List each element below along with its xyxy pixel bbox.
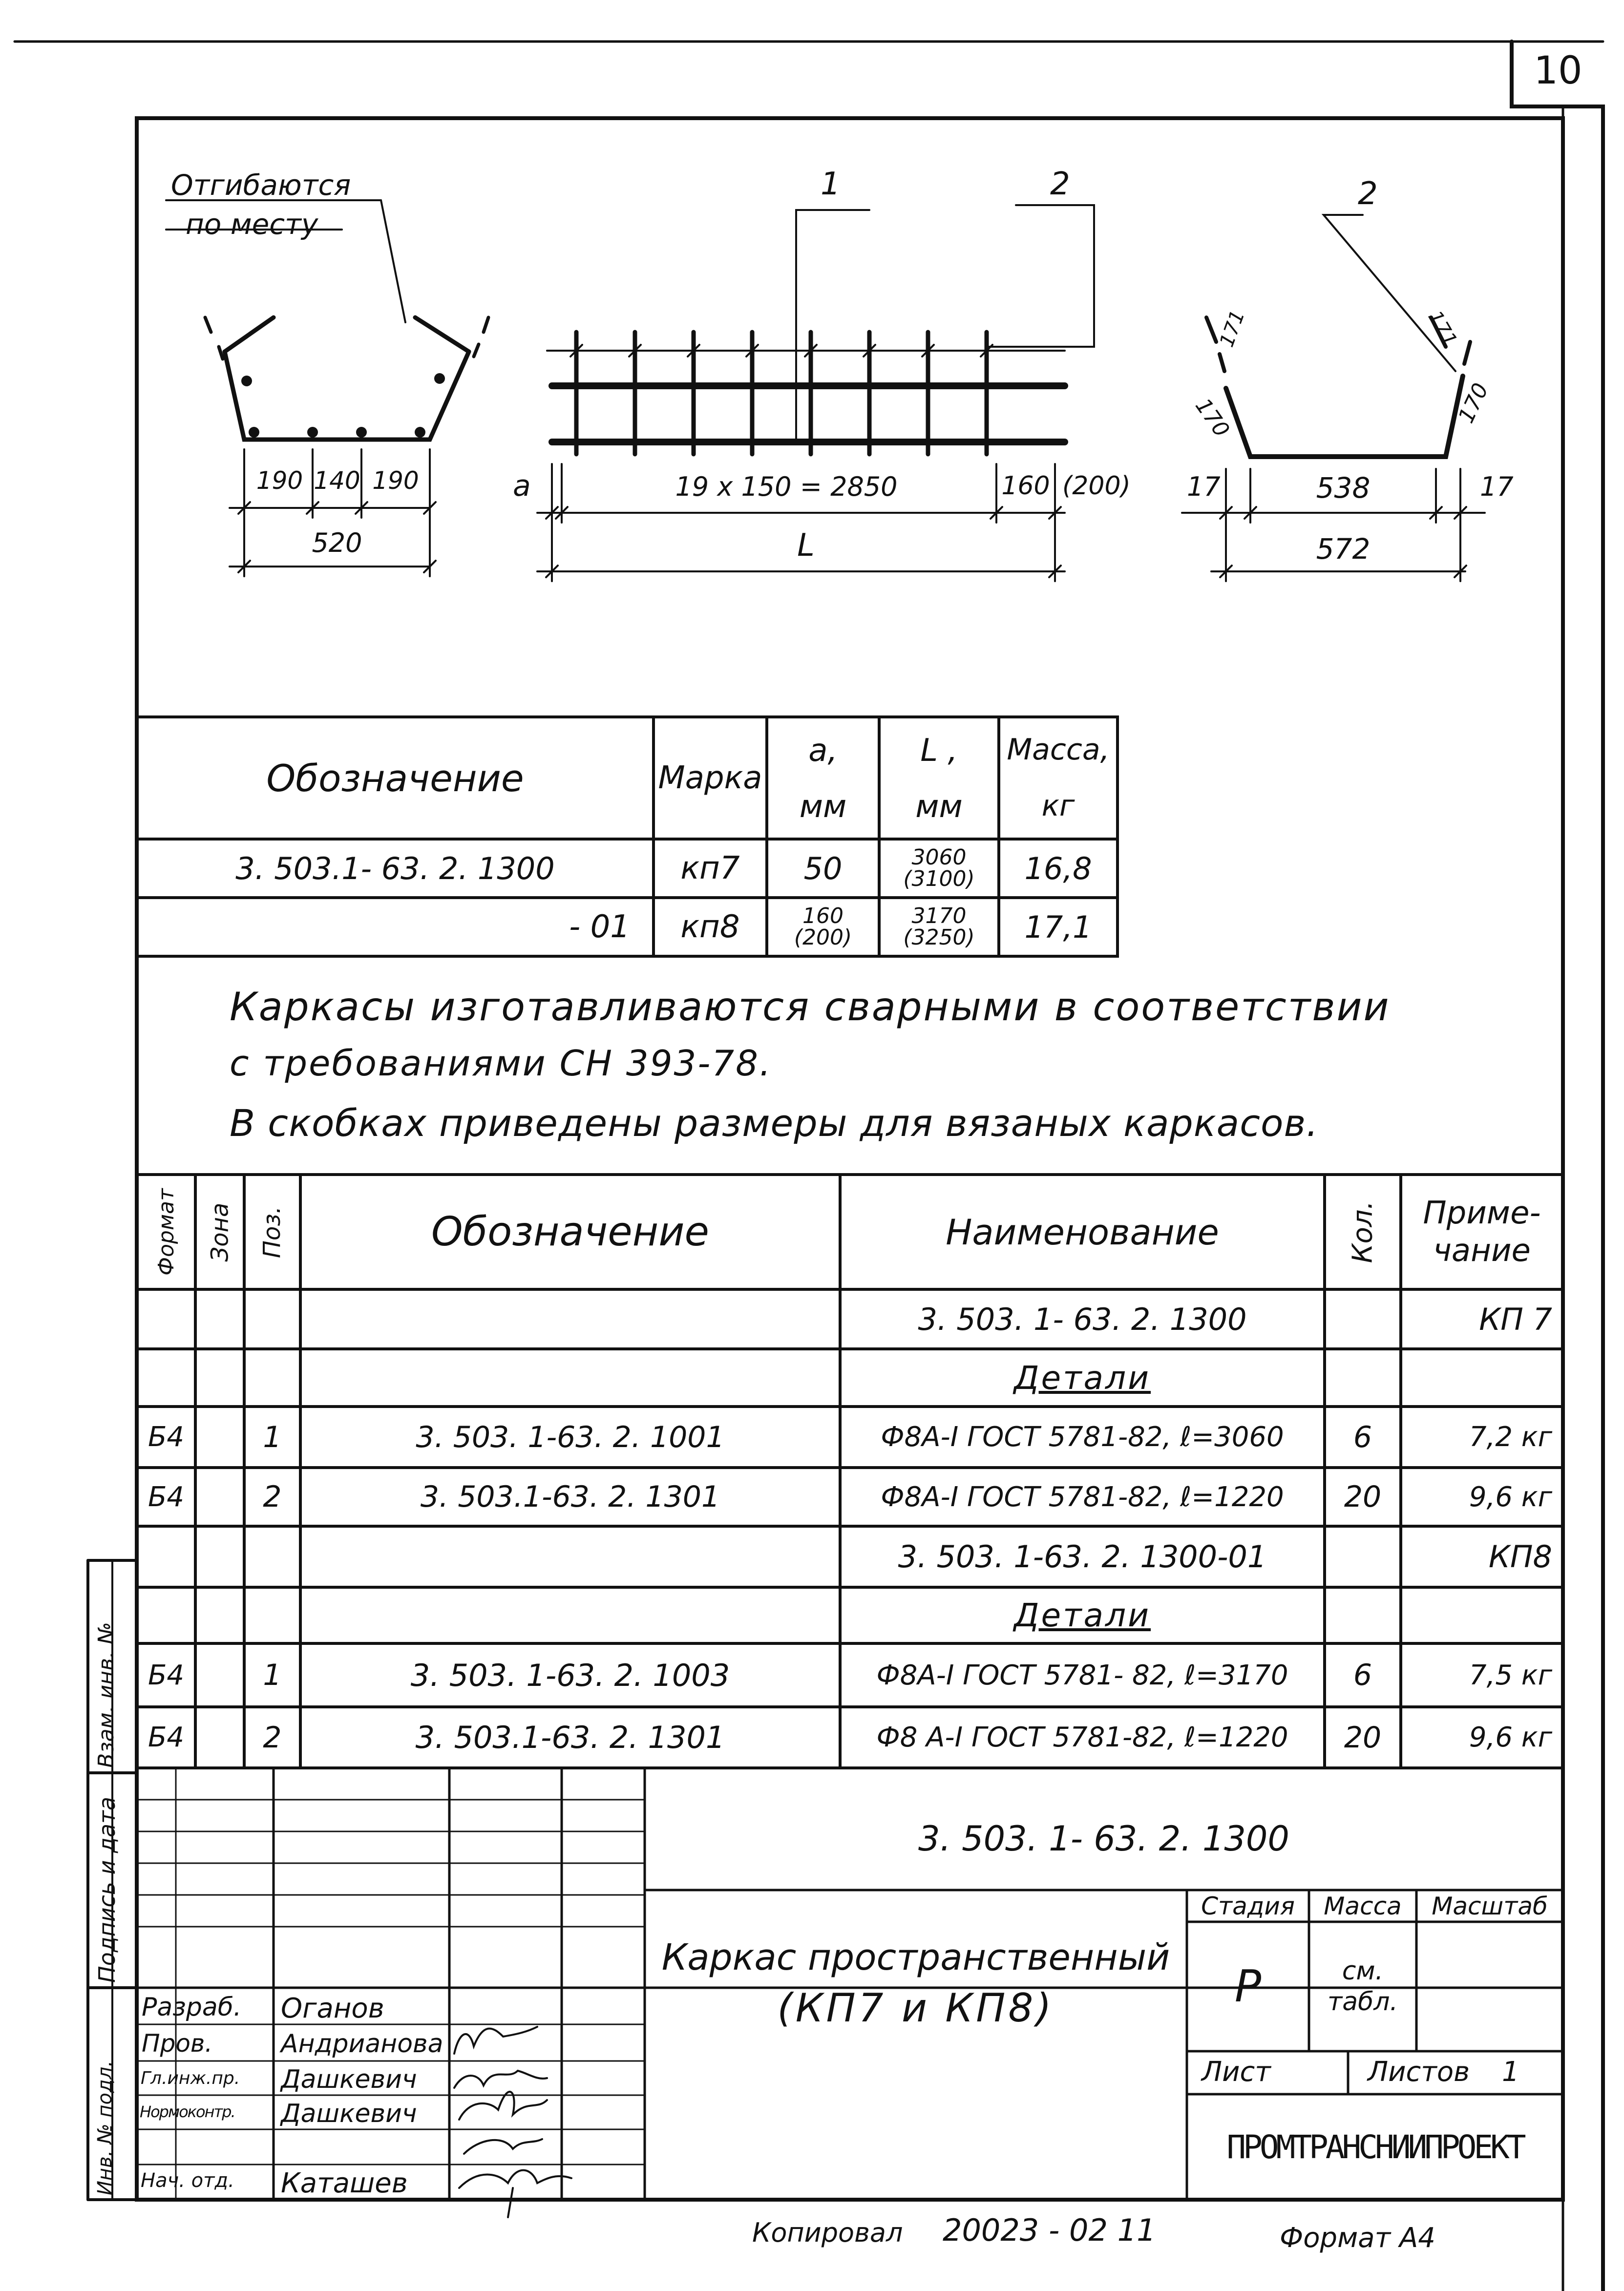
spec-row2-qty: 6 xyxy=(1353,1420,1372,1454)
stage-label: Стадия xyxy=(1201,1892,1295,1920)
spec-header-name: Наименование xyxy=(946,1211,1219,1253)
spec-header-qty: Кол. xyxy=(1347,1200,1379,1263)
spec-header-note: Приме- чание xyxy=(1423,1195,1541,1269)
mark-col-L-unit: мм xyxy=(915,789,963,825)
dim-a-label: a xyxy=(513,469,531,503)
note-line-1: Каркасы изготавливаются сварными в соответствии xyxy=(230,984,1391,1030)
spec-row0-name: 3. 503. 1- 63. 2. 1300 xyxy=(918,1301,1247,1337)
right-ubar-view xyxy=(1182,215,1485,581)
dim-520: 520 xyxy=(312,527,362,558)
dim-171-right: 171 xyxy=(1423,307,1462,351)
mass-label: Масса xyxy=(1324,1892,1402,1920)
spec-row2-note: 7,2 кг xyxy=(1469,1421,1552,1453)
spec-row7-designation: 3. 503.1-63. 2. 1301 xyxy=(415,1720,725,1755)
doc-code: 3. 503. 1- 63. 2. 1300 xyxy=(918,1819,1289,1859)
note-bent-line1: Отгибаются xyxy=(171,168,351,202)
leader-label-1: 1 xyxy=(821,166,841,202)
spec-row6-note: 7,5 кг xyxy=(1469,1659,1552,1691)
dim-190-right: 190 xyxy=(372,466,419,495)
staff-name-2: Андрианова xyxy=(281,2029,443,2059)
dim-572: 572 xyxy=(1316,532,1371,566)
dim-200: (200) xyxy=(1062,471,1131,501)
dim-170-left: 170 xyxy=(1190,394,1234,442)
mark-row2-a-alt: (200) xyxy=(794,925,852,950)
note-line-3: В скобках приведены размеры для вязаных каркасов. xyxy=(230,1101,1319,1145)
mark-col-L-header: L , xyxy=(920,733,958,769)
left-section-bar-dots xyxy=(241,373,445,438)
spec-row7-note: 9,6 кг xyxy=(1469,1722,1552,1753)
footer-format: Формат А4 xyxy=(1280,2222,1435,2254)
mass-value: см. табл. xyxy=(1328,1956,1398,2017)
staff-role-3: Гл.инж.пр. xyxy=(141,2068,240,2088)
spec-header-designation: Обозначение xyxy=(431,1209,709,1255)
note-line-2: с требованиями СН 393-78. xyxy=(230,1043,772,1084)
spec-row3-note: 9,6 кг xyxy=(1469,1481,1552,1513)
mark-row1-L-alt: (3100) xyxy=(903,866,975,891)
mark-row2-a-main: 160 xyxy=(802,904,844,928)
staff-role-4: Нормоконтр. xyxy=(140,2102,235,2121)
spec-header-zone: Зона xyxy=(206,1202,233,1261)
mark-row1-designation: 3. 503.1- 63. 2. 1300 xyxy=(235,850,555,886)
dim-190-left: 190 xyxy=(256,466,303,495)
spec-row7-qty: 20 xyxy=(1344,1720,1382,1755)
dim-170-right: 170 xyxy=(1454,379,1494,427)
staff-name-5: Каташев xyxy=(281,2167,408,2199)
mark-row2-mark: кп8 xyxy=(680,909,740,945)
mark-col-mass-header: Масса, xyxy=(1007,733,1110,767)
spec-row6-designation: 3. 503. 1-63. 2. 1003 xyxy=(410,1657,730,1693)
spec-header-format: Формат xyxy=(153,1188,179,1276)
mark-row2-L xyxy=(879,898,999,956)
stage-value: Р xyxy=(1234,1961,1262,2012)
spec-row7-pos: 2 xyxy=(263,1720,282,1755)
spec-row7-name: Ф8 А-I ГОСТ 5781-82, ℓ=1220 xyxy=(876,1722,1288,1753)
footer-copied-label: Копировал xyxy=(752,2217,903,2248)
mark-row1-L-main: 3060 xyxy=(911,845,967,870)
mark-col-designation-header: Обозначение xyxy=(266,756,524,800)
dim-140: 140 xyxy=(314,466,360,495)
spec-row7-format: Б4 xyxy=(148,1722,185,1753)
mark-row2-mass: 17,1 xyxy=(1024,909,1092,945)
spec-row3-format: Б4 xyxy=(148,1481,185,1513)
spec-row2-format: Б4 xyxy=(148,1421,185,1453)
staff-role-5: Нач. отд. xyxy=(141,2169,234,2192)
mark-row2-L-main: 3170 xyxy=(911,904,967,928)
sheet-number: 10 xyxy=(1534,49,1582,93)
spec-row4-name: 3. 503. 1-63. 2. 1300-01 xyxy=(898,1539,1267,1575)
spec-header-pos: Поз. xyxy=(258,1206,286,1258)
dim-pitch: 19 x 150 = 2850 xyxy=(675,471,898,502)
margin-signature-date: Подпись и дата xyxy=(94,1796,120,1983)
spec-row6-format: Б4 xyxy=(148,1659,185,1691)
main-frame xyxy=(137,118,1563,2200)
spec-row0-note: КП 7 xyxy=(1479,1301,1552,1337)
title-line-1: Каркас пространственный xyxy=(661,1936,1170,1978)
staff-role-2: Пров. xyxy=(142,2029,213,2058)
organization-name: ПРОМТРАНСНИИПРОЕКТ xyxy=(1226,2128,1523,2166)
mark-col-a-header: a, xyxy=(808,733,838,769)
spec-row3-pos: 2 xyxy=(263,1480,282,1514)
scale-label: Масштаб xyxy=(1432,1892,1548,1920)
mark-row1-mass: 16,8 xyxy=(1024,850,1092,886)
spec-row5-section-title: Детали xyxy=(1013,1597,1151,1634)
mark-col-mass-unit: кг xyxy=(1041,789,1075,823)
mark-col-a-unit: мм xyxy=(799,789,847,825)
spec-row6-qty: 6 xyxy=(1353,1658,1372,1692)
note-bent-line2: по месту xyxy=(186,208,318,241)
staff-name-3: Дашкевич xyxy=(281,2065,417,2094)
signatures xyxy=(454,2027,571,2217)
staff-name-4: Дашкевич xyxy=(281,2099,417,2128)
spec-row2-designation: 3. 503. 1-63. 2. 1001 xyxy=(416,1420,725,1454)
mark-row1-L xyxy=(879,839,999,898)
spec-row2-pos: 1 xyxy=(263,1420,282,1454)
spec-row3-designation: 3. 503.1-63. 2. 1301 xyxy=(420,1480,720,1514)
mark-row1-mark: кп7 xyxy=(680,850,740,886)
margin-inv-podl: Инв. № подл. xyxy=(94,2060,116,2195)
spec-row4-note: КП8 xyxy=(1488,1539,1552,1575)
spec-row3-qty: 20 xyxy=(1344,1480,1382,1514)
spec-row3-name: Ф8А-I ГОСТ 5781-82, ℓ=1220 xyxy=(881,1481,1284,1513)
sheet-label: Лист xyxy=(1202,2056,1271,2088)
mark-row2-designation: - 01 xyxy=(569,909,630,945)
spec-row2-name: Ф8А-I ГОСТ 5781-82, ℓ=3060 xyxy=(881,1421,1284,1453)
spec-row1-section-title: Детали xyxy=(1013,1359,1151,1397)
dim-538: 538 xyxy=(1316,471,1371,504)
dim-160: 160 xyxy=(1001,471,1050,501)
spec-row6-name: Ф8А-I ГОСТ 5781- 82, ℓ=3170 xyxy=(876,1659,1288,1691)
dim-L-label: L xyxy=(797,527,815,564)
sheets-label: Листов xyxy=(1368,2056,1470,2088)
footer-copied-value: 20023 - 02 11 xyxy=(943,2212,1156,2248)
margin-vzam-inv: Взам. инв. № xyxy=(94,1622,119,1768)
mark-row1-a: 50 xyxy=(803,850,843,886)
mark-col-mark-header: Марка xyxy=(658,760,762,796)
spec-row6-pos: 1 xyxy=(263,1658,282,1692)
title-line-2: (КП7 и КП8) xyxy=(777,1985,1055,2031)
sheet-number-box xyxy=(1512,42,1603,2291)
staff-name-1: Оганов xyxy=(281,1993,384,2024)
staff-role-1: Разраб. xyxy=(142,1993,242,2022)
mark-row2-a xyxy=(767,898,879,956)
leader-label-2: 2 xyxy=(1050,166,1070,202)
dim-171-left: 171 xyxy=(1215,307,1249,350)
middle-elevation-view xyxy=(537,205,1094,581)
leader-label-2-right: 2 xyxy=(1358,176,1378,212)
mark-row2-L-alt: (3250) xyxy=(903,925,975,950)
sheets-value: 1 xyxy=(1502,2056,1519,2088)
dim-17-right: 17 xyxy=(1480,471,1514,502)
dim-17-left: 17 xyxy=(1187,471,1221,502)
